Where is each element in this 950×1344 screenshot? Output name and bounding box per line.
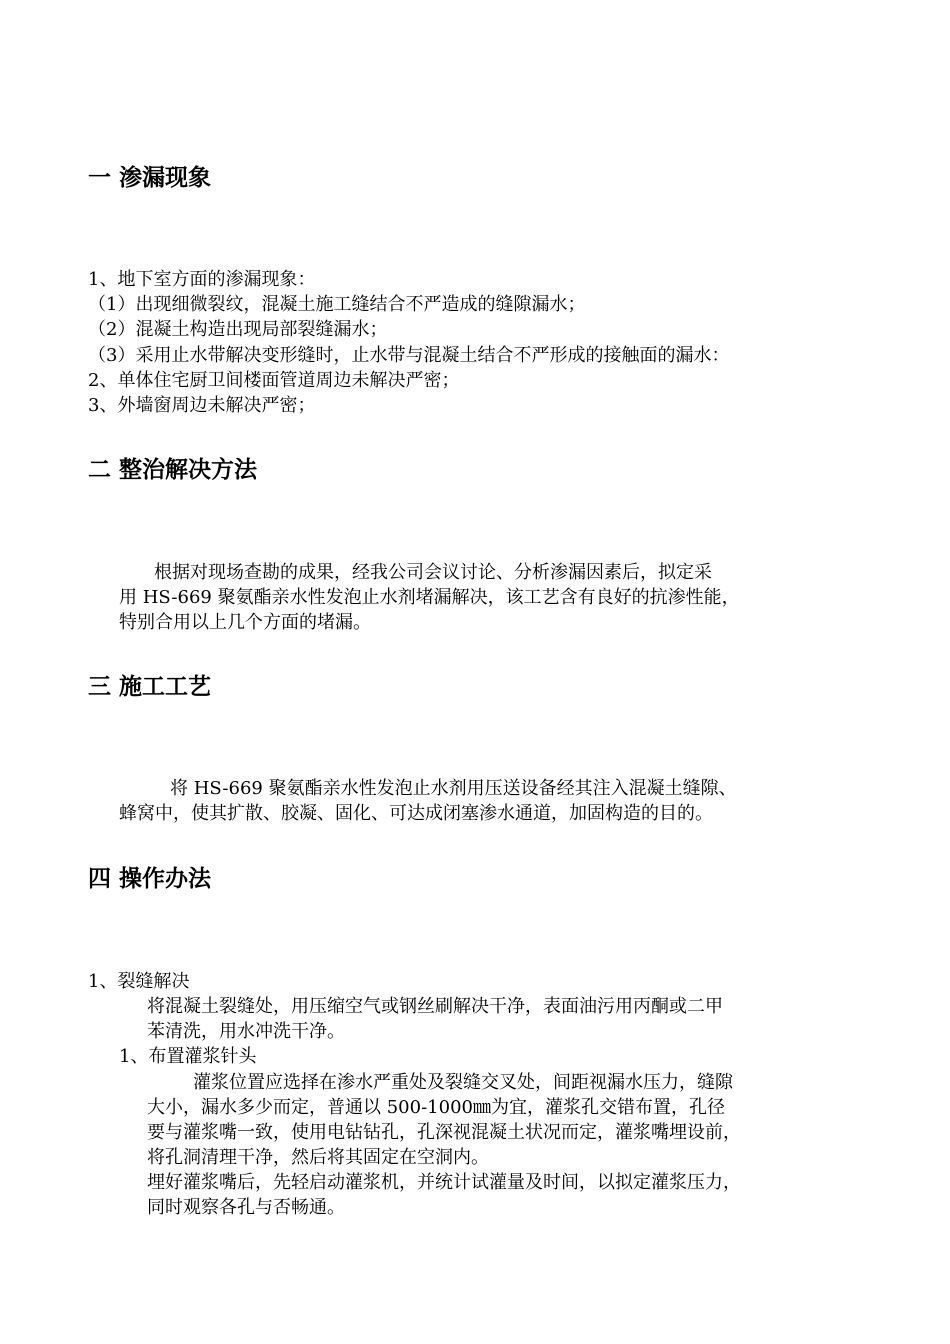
text-line: 将混凝土裂缝处，用压缩空气或钢丝刷解决干净，表面油污用丙酮或二甲 xyxy=(147,996,723,1017)
text-line: 根据对现场查勘的成果，经我公司会议讨论、分析渗漏因素后，拟定采 xyxy=(154,562,712,583)
text-line: 埋好灌浆嘴后，先轻启动灌浆机，并统计试灌量及时间，以拟定灌浆压力， xyxy=(147,1172,741,1193)
text-line: 1、裂缝解决 xyxy=(88,971,190,992)
text-line: 2、单体住宅厨卫间楼面管道周边未解决严密； xyxy=(88,370,460,391)
text-line: 同时观察各孔与否畅通。 xyxy=(147,1197,345,1218)
text-line: 蜂窝中，使其扩散、胶凝、固化、可达成闭塞渗水通道，加固构造的目的。 xyxy=(119,803,713,824)
section-heading-process: 三 施工工艺 xyxy=(88,674,212,700)
text-line: 将孔洞清理干净，然后将其固定在空洞内。 xyxy=(147,1147,489,1168)
text-line: （2）混凝土构造出现局部裂缝漏水； xyxy=(88,319,388,340)
section-heading-leakage: 一 渗漏现象 xyxy=(88,165,212,191)
text-line: 灌浆位置应选择在渗水严重处及裂缝交叉处，间距视漏水压力，缝隙 xyxy=(193,1072,733,1093)
text-line: 将 HS-669 聚氨酯亲水性发泡止水剂用压送设备经其注入混凝土缝隙、 xyxy=(170,778,737,799)
text-line: 3、外墙窗周边未解决严密； xyxy=(88,395,316,416)
text-line: 特别合用以上几个方面的堵漏。 xyxy=(119,612,371,633)
section-heading-operation: 四 操作办法 xyxy=(88,866,212,892)
text-line: 1、布置灌浆针头 xyxy=(119,1046,257,1067)
text-line: 要与灌浆嘴一致，使用电钻钻孔，孔深视混凝土状况而定，灌浆嘴埋设前， xyxy=(147,1122,741,1143)
text-line: 1、地下室方面的渗漏现象： xyxy=(88,269,316,290)
section-heading-solution: 二 整治解决方法 xyxy=(88,457,258,483)
text-line: （1）出现细微裂纹，混凝土施工缝结合不严造成的缝隙漏水； xyxy=(88,294,586,315)
text-line: 苯清洗，用水冲洗干净。 xyxy=(147,1021,345,1042)
text-line: （3）采用止水带解决变形缝时，止水带与混凝土结合不严形成的接触面的漏水： xyxy=(88,345,730,366)
text-line: 大小，漏水多少而定，普通以 500-1000㎜为宜，灌浆孔交错布置，孔径 xyxy=(147,1097,725,1118)
text-line: 用 HS-669 聚氨酯亲水性发泡止水剂堵漏解决，该工艺含有良好的抗渗性能， xyxy=(119,587,740,608)
